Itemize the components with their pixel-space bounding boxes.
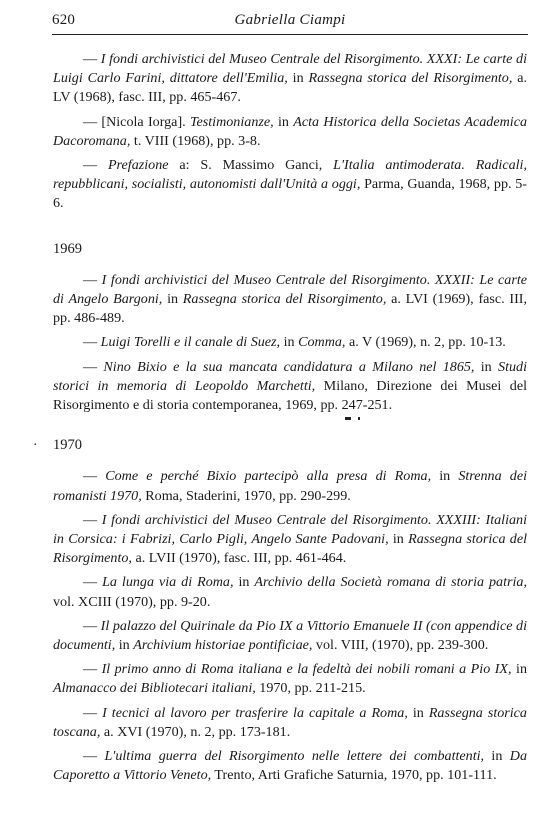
margin-dot: · bbox=[33, 438, 38, 454]
year-label: 1970 bbox=[53, 437, 82, 454]
bibliography-entry bbox=[53, 467, 527, 505]
bibliography-entry bbox=[53, 511, 527, 569]
entry-text: a. LVII (1970), fasc. III, pp. 461-464. bbox=[131, 550, 347, 567]
entry-title-italic: Rassegna storica del Risorgimento, bbox=[308, 70, 513, 87]
entry-text: a. LVI (1969), fasc. III, pp. 486-489. bbox=[53, 291, 528, 327]
bibliography-entry bbox=[53, 358, 527, 416]
entry-text: — [Nicola Iorga]. bbox=[83, 113, 190, 130]
bibliography-entry bbox=[53, 617, 527, 655]
entry-text: in bbox=[115, 637, 134, 654]
entry-title-italic: L'ultima guerra del Risorgimento nelle lettere dei combattenti, bbox=[104, 748, 485, 765]
entry-title-italic: Strenna dei romanisti 1970, bbox=[53, 468, 527, 504]
entry-text: in bbox=[273, 113, 294, 130]
entry-title-italic: Archivio della Società romana di storia patria, bbox=[254, 574, 527, 591]
entry-title-italic: Da Caporetto a Vittorio Veneto, bbox=[53, 748, 527, 784]
entry-text: — bbox=[83, 51, 101, 67]
entry-text: in bbox=[287, 70, 309, 87]
entry-text: in bbox=[162, 291, 183, 308]
running-head: Gabriella Ciampi bbox=[234, 12, 346, 28]
year-heading-1970 bbox=[33, 436, 527, 455]
entry-text: Trento, Arti Grafiche Saturnia, 1970, pp. 101-111. bbox=[211, 767, 497, 784]
entry-text: Parma, Guanda, 1968, pp. 5-6. bbox=[53, 176, 527, 212]
bibliography-entry bbox=[53, 156, 527, 214]
entry-text: in bbox=[280, 334, 299, 351]
entry-text: a: S. Massimo Ganci, bbox=[168, 157, 334, 174]
entry-title-italic: Come e perché Bixio partecipò alla presa di Roma, bbox=[105, 468, 432, 485]
entry-title-italic: La lunga via di Roma, bbox=[102, 574, 234, 591]
entry-text: vol. XCIII (1970), pp. 9-20. bbox=[53, 593, 211, 610]
page-header bbox=[52, 8, 528, 35]
year-heading-1969: 1969 bbox=[53, 240, 82, 257]
entry-title-italic: I tecnici al lavoro per trasferire la capitale a Roma, bbox=[102, 704, 408, 721]
entry-title-italic: Rassegna storica del Risorgimento, bbox=[182, 291, 387, 308]
bibliography-entry bbox=[53, 660, 527, 698]
entry-title-italic: Almanacco dei Bibliotecari italiani, bbox=[53, 680, 256, 697]
entry-text: 1970, pp. 211-215. bbox=[255, 680, 366, 697]
entry-title-italic: L'Italia antimoderata. Radicali, repubblicani, socialisti, autonomisti dall'Unità a oggi, bbox=[53, 157, 527, 193]
bibliography-entry bbox=[53, 747, 527, 785]
entry-text: a. LV (1968), fasc. III, pp. 465-467. bbox=[53, 70, 527, 106]
entry-title-italic: Il palazzo del Quirinale da Pio IX a Vittorio Emanuele II (con appendice di documenti, bbox=[53, 617, 527, 654]
entry-title-italic: Nino Bixio e la sua mancata candidatura a Milano nel 1865, bbox=[103, 358, 475, 375]
entry-text: a. XVI (1970), n. 2, pp. 173-181. bbox=[100, 723, 291, 740]
entry-text: — bbox=[83, 748, 105, 765]
entry-text: — bbox=[83, 661, 102, 678]
bibliography-entry bbox=[53, 573, 527, 611]
entry-title-italic: Testimonianze, bbox=[189, 113, 274, 130]
entry-text: a. V (1969), n. 2, pp. 10-13. bbox=[345, 334, 506, 351]
entry-text: — bbox=[83, 358, 104, 375]
entries-1970 bbox=[53, 467, 527, 785]
entry-text: — bbox=[83, 468, 106, 485]
bibliography-entry bbox=[53, 113, 527, 151]
entry-title-italic: Prefazione bbox=[107, 157, 169, 174]
entry-text: vol. VIII, (1970), pp. 239-300. bbox=[312, 637, 489, 654]
entry-title-italic: Il primo anno di Roma italiana e la fedeltà dei nobili romani a Pio IX, bbox=[101, 661, 512, 678]
entry-text: in bbox=[431, 468, 459, 485]
entry-title-italic: Archivium historiae pontificiae, bbox=[133, 637, 313, 654]
entry-title-italic: Rassegna storica del Risorgimento, bbox=[53, 531, 528, 567]
entry-text: t. VIII (1968), pp. 3-8. bbox=[130, 132, 261, 149]
entry-text: — bbox=[83, 334, 101, 351]
page-number: 620 bbox=[52, 12, 76, 28]
entry-title-italic: Rassegna storica toscana, bbox=[53, 704, 527, 740]
entry-text: in bbox=[407, 704, 429, 721]
print-mark bbox=[345, 417, 351, 420]
entry-text: in bbox=[233, 574, 255, 591]
entry-text: in bbox=[484, 748, 510, 765]
entry-text: — bbox=[83, 157, 108, 174]
bibliography-entry bbox=[53, 271, 527, 329]
entry-text: — bbox=[83, 704, 103, 721]
entry-text: Roma, Staderini, 1970, pp. 290-299. bbox=[141, 487, 351, 504]
entry-title-italic: Luigi Torelli e il canale di Suez, bbox=[100, 334, 281, 351]
entry-text: — bbox=[83, 617, 101, 634]
entry-text: in bbox=[388, 531, 409, 548]
bibliography-entry bbox=[53, 333, 527, 352]
entry-text: — bbox=[83, 574, 103, 591]
entries-1968 bbox=[53, 50, 527, 214]
entry-title-italic: Studi storici in memoria di Leopoldo Marchetti, bbox=[53, 358, 528, 394]
entry-text: — bbox=[83, 511, 102, 528]
entry-title-italic: Comma, bbox=[298, 334, 346, 351]
bibliography-entry bbox=[53, 50, 527, 108]
entry-text: in bbox=[511, 661, 527, 678]
entry-title-italic: I fondi archivistici del Museo Centrale del Risorgimento. XXXII: Le carte di Angelo Bargoni, bbox=[53, 271, 527, 308]
bibliography-entry bbox=[53, 704, 527, 742]
entry-text: Milano, Direzione dei Musei del Risorgimento e di storia contemporanea, 1969, pp. 247-251. bbox=[53, 377, 527, 414]
entry-text: in bbox=[474, 358, 499, 375]
entry-text: — bbox=[83, 271, 102, 288]
print-mark bbox=[358, 417, 360, 420]
entry-title-italic: I fondi archivistici del Museo Centrale del Risorgimento. XXXIII: Italiani in Corsica: i Fabrizi, Carlo Pigli, Angelo Sante Padovani, bbox=[53, 511, 527, 548]
bibliography-text bbox=[33, 50, 528, 791]
entry-title-italic: Acta Historica della Societas Academica Dacoromana, bbox=[53, 113, 528, 149]
entry-title-italic: I fondi archivistici del Museo Centrale del Risorgimento. XXXI: Le carte di Luigi Carlo Farini, dittatore dell'Emilia, bbox=[53, 51, 527, 87]
entries-1969 bbox=[53, 271, 527, 415]
